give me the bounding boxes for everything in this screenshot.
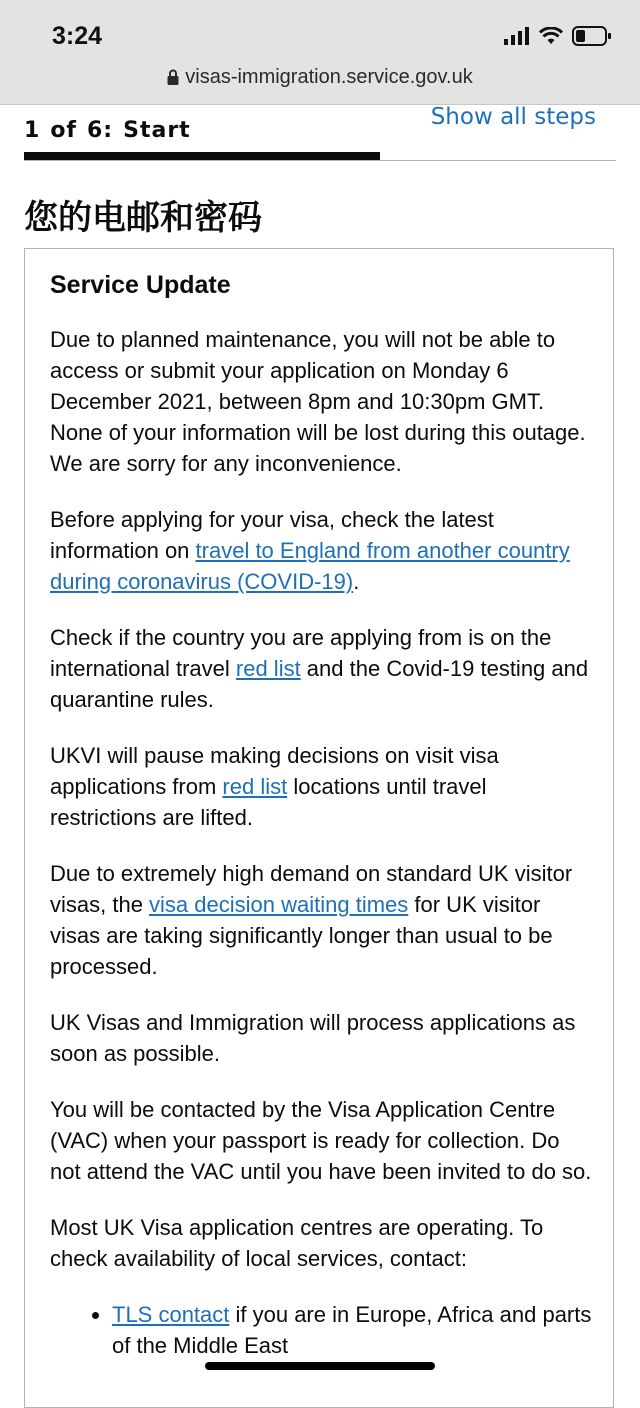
step-indicator [24,118,201,143]
browser-chrome [0,0,640,105]
ukvi-pause-paragraph [50,740,595,833]
home-indicator[interactable] [205,1362,435,1370]
text-segment: . [353,569,360,594]
red-list-link-2[interactable]: red list [222,774,288,799]
text-segment: UKVI will pause making decisions on visit visa applications from [50,743,499,799]
covid-travel-link[interactable]: travel to England from another country during coronavirus (COVID-19) [50,538,570,594]
url-text: visas-immigration.service.gov.uk [185,66,473,88]
page-title: 您的电邮和密码 [24,198,262,238]
signal-icon [504,27,530,45]
step-total: 6: [87,118,114,143]
step-of: of [50,118,77,143]
wifi-icon [539,27,563,45]
step-navigation [24,104,616,161]
status-time: 3:24 [52,22,103,50]
step-progress-bar [24,152,380,160]
step-title: Start [123,118,191,143]
demand-paragraph [50,858,595,982]
text-segment: Before applying for your visa, check the latest information on [50,507,494,563]
covid-travel-paragraph [50,504,595,597]
text-segment: Due to extremely high demand on standard UK visitor visas, the [50,861,573,917]
red-list-paragraph [50,622,595,715]
contact-list [50,1299,595,1361]
text-segment: for UK visitor visas are taking significantly longer than usual to be processed. [50,892,553,979]
address-bar[interactable] [0,66,640,89]
text-segment: Check if the country you are applying from is on the international travel [50,625,552,681]
maintenance-paragraph: Due to planned maintenance, you will not be able to access or submit your application on Monday 6 December 2021, between 8pm and 10:30pm GMT. None of your information will be lost during this outage. We are sorry for any inconvenience. [50,327,586,476]
vac-paragraph: You will be contacted by the Visa Application Centre (VAC) when your passport is ready for collection. Do not attend the VAC until you have been invited to do so. [50,1097,592,1184]
list-item [112,1299,595,1361]
text-segment: and the Covid-19 testing and quarantine rules. [50,656,589,712]
step-number: 1 [24,118,41,143]
battery-icon [572,26,612,46]
status-icons [504,26,612,46]
process-paragraph: UK Visas and Immigration will process applications as soon as possible. [50,1010,576,1066]
text-segment: locations until travel restrictions are lifted. [50,774,487,830]
waiting-times-link[interactable]: visa decision waiting times [149,892,409,917]
service-update-panel [24,248,614,1408]
list-item-text: if you are in Europe, Africa and parts of the Middle East [112,1302,592,1358]
show-all-steps-link[interactable]: Show all steps [430,104,596,130]
tls-contact-link[interactable]: TLS contact [112,1302,230,1327]
lock-icon [167,69,179,85]
centres-paragraph: Most UK Visa application centres are operating. To check availability of local services, contact: [50,1215,544,1271]
red-list-link[interactable]: red list [235,656,301,681]
panel-heading: Service Update [50,271,231,299]
